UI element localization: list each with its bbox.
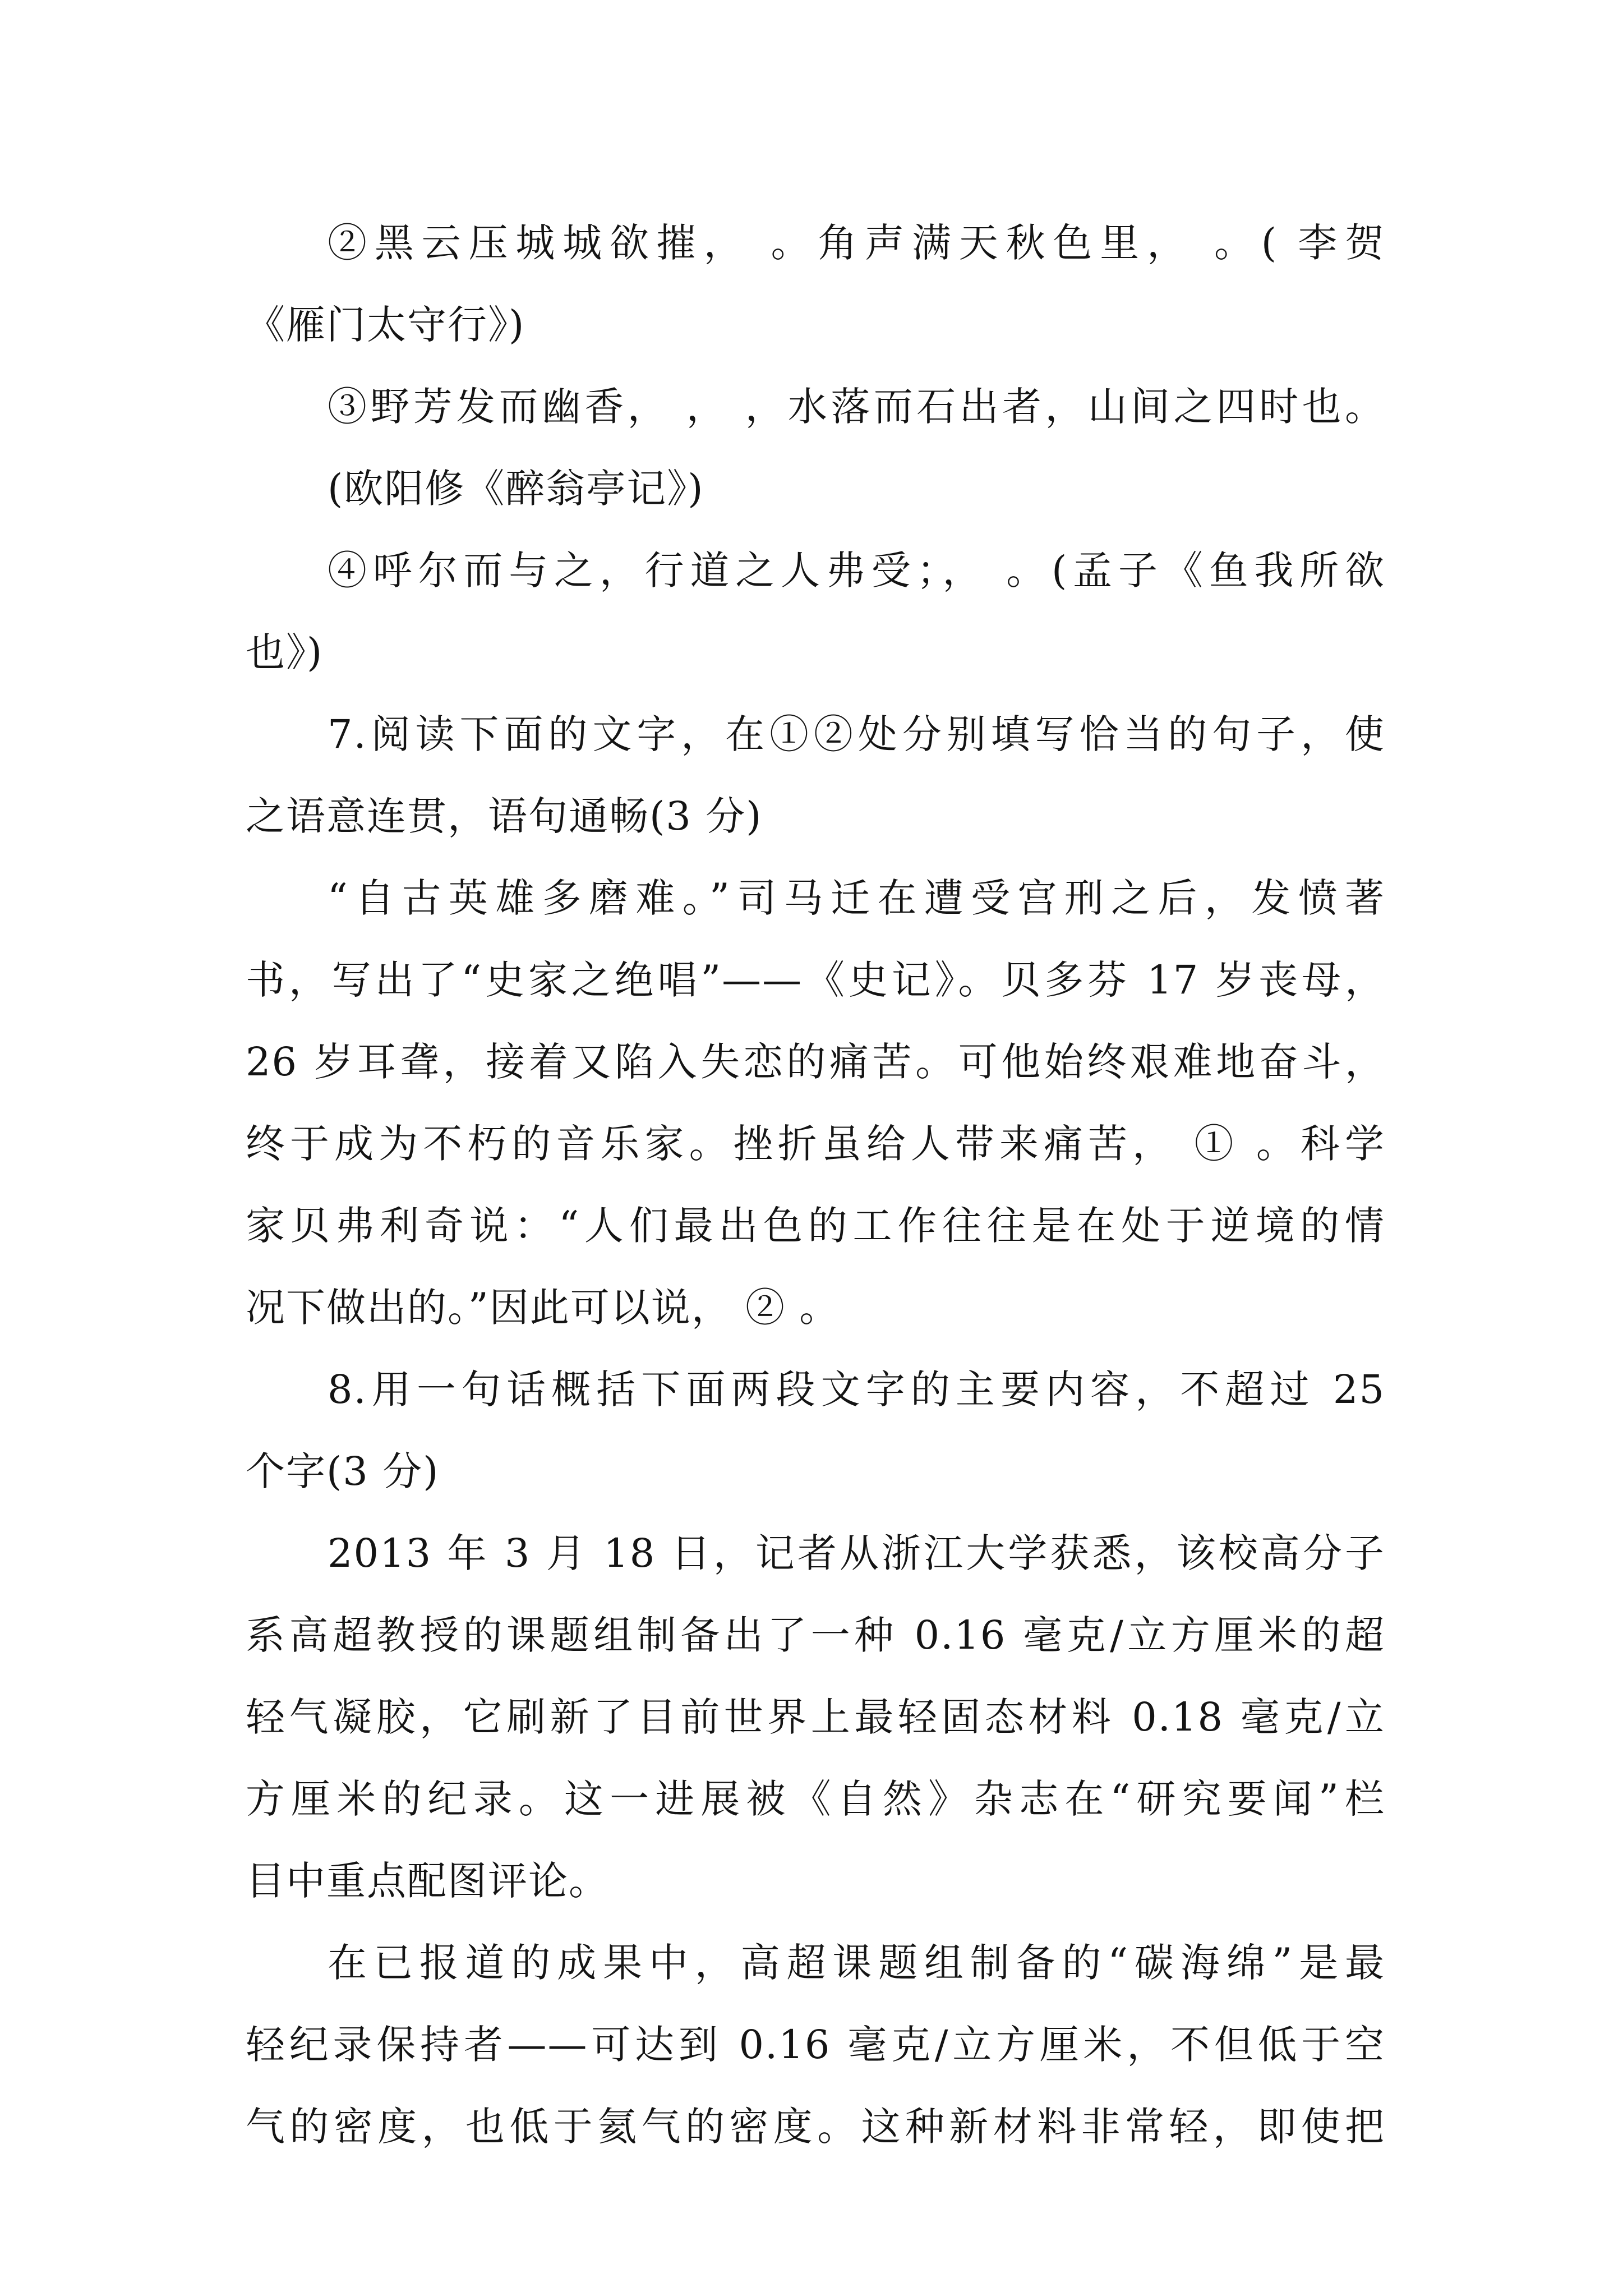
poem-item-3-line-2: (欧阳修《醉翁亭记》) <box>328 466 704 512</box>
question-8-passage-1-line-4: 方厘米的纪录。这一进展被《自然》杂志在“研究要闻”栏 <box>246 1776 1385 1822</box>
question-7-passage-line-5: 家贝弗利奇说：“人们最出色的工作往往是在处于逆境的情 <box>246 1203 1385 1249</box>
poem-item-4-line-2: 也》) <box>246 629 324 675</box>
question-8-passage-1-line-5: 目中重点配图评论。 <box>246 1858 609 1904</box>
question-text-block <box>246 202 1385 2168</box>
question-7-passage-line-3: 26 岁耳聋，接着又陷入失恋的痛苦。可他始终艰难地奋斗， <box>246 1039 1385 1085</box>
question-8-passage-1-line-2: 系高超教授的课题组制备出了一种 0.16 毫克/立方厘米的超 <box>246 1612 1385 1658</box>
question-8-passage-2-line-2: 轻纪录保持者——可达到 0.16 毫克/立方厘米，不但低于空 <box>246 2022 1385 2068</box>
poem-item-2-line-2: 《雁门太守行》) <box>246 302 525 348</box>
question-7-line-2: 之语意连贯，语句通畅(3 分) <box>246 793 763 839</box>
question-8-line-1: 8.用一句话概括下面两段文字的主要内容，不超过 25 <box>328 1366 1385 1412</box>
question-7-passage-line-2: 书，写出了“史家之绝唱”——《史记》。贝多芬 17 岁丧母， <box>246 957 1385 1003</box>
poem-item-4-line-1: ④呼尔而与之，行道之人弗受；， 。(孟子《鱼我所欲 <box>328 547 1385 593</box>
poem-item-2-line-1: ②黑云压城城欲摧， 。角声满天秋色里， 。( 李贺 <box>328 220 1385 266</box>
question-8-passage-2-line-1: 在已报道的成果中，高超课题组制备的“碳海绵”是最 <box>328 1940 1385 1986</box>
question-7-passage-line-1: “自古英雄多磨难。”司马迁在遭受宫刑之后，发愤著 <box>328 875 1385 921</box>
question-7-passage-line-6: 况下做出的。”因此可以说， ② 。 <box>246 1285 840 1331</box>
question-7-line-1: 7.阅读下面的文字，在①②处分别填写恰当的句子，使 <box>328 711 1385 757</box>
question-8-passage-1-line-1: 2013 年 3 月 18 日，记者从浙江大学获悉，该校高分子 <box>328 1530 1385 1576</box>
question-8-passage-1-line-3: 轻气凝胶，它刷新了目前世界上最轻固态材料 0.18 毫克/立 <box>246 1694 1385 1740</box>
question-8-passage-2-line-3: 气的密度，也低于氦气的密度。这种新材料非常轻，即使把 <box>246 2104 1385 2150</box>
question-7-passage-line-4: 终于成为不朽的音乐家。挫折虽给人带来痛苦， ① 。科学 <box>246 1121 1385 1167</box>
question-8-line-2: 个字(3 分) <box>246 1448 440 1494</box>
poem-item-3-line-1: ③野芳发而幽香， ， ，水落而石出者，山间之四时也。 <box>328 384 1385 430</box>
